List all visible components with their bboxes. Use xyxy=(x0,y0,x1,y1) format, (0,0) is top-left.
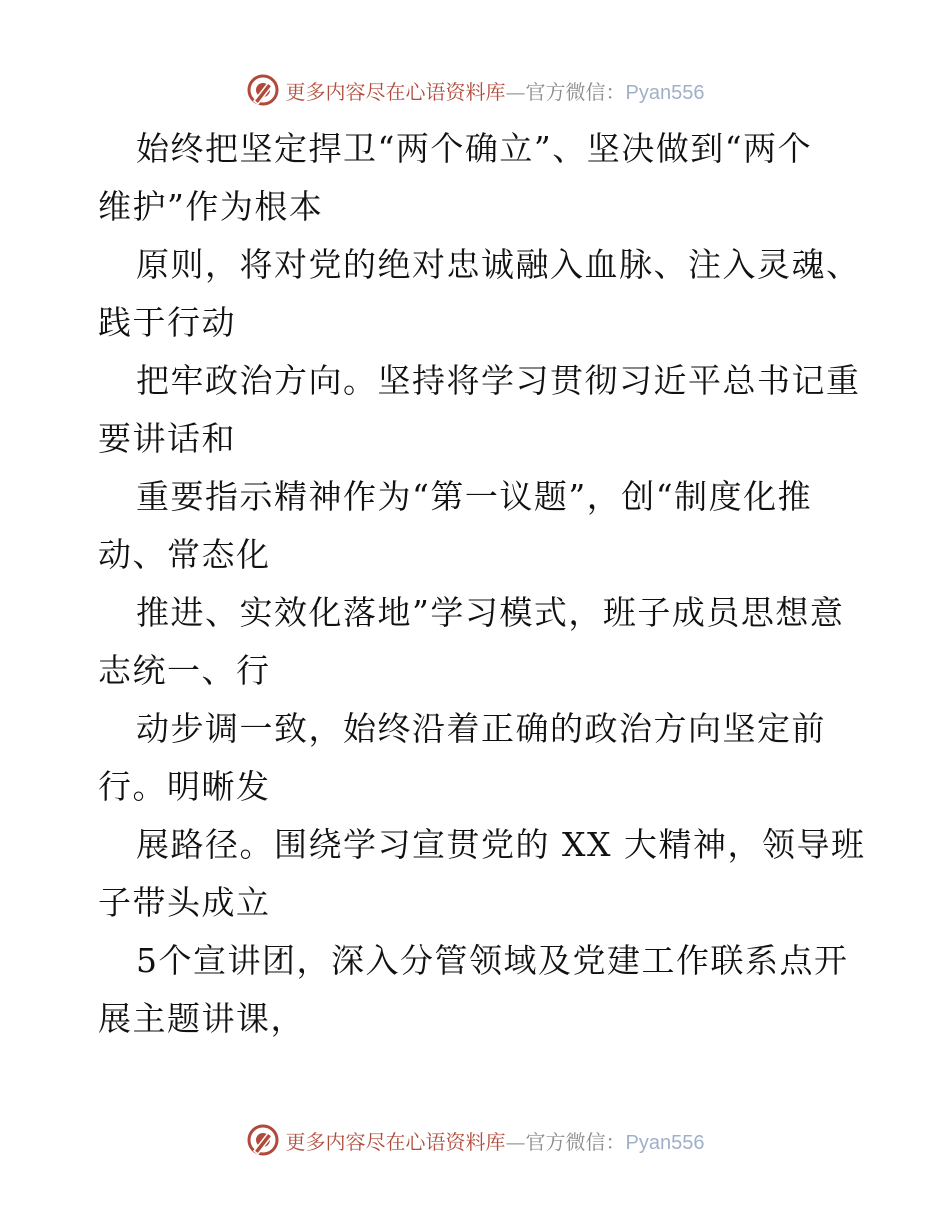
paragraph-line: 原则，将对党的绝对忠诚融入血脉、注入灵魂、 xyxy=(136,245,861,284)
paragraph xyxy=(98,700,858,816)
watermark-brand: 更多内容尽在心语资料库 xyxy=(285,1129,506,1154)
watermark-label: 官方微信： xyxy=(525,79,626,104)
header-watermark xyxy=(0,70,950,110)
paragraph-line: 5个宣讲团，深入分管领域及党建工作联系点开 xyxy=(136,941,849,980)
paragraph-line: 推进、实效化落地”学习模式，班子成员思想意 xyxy=(136,593,845,632)
document-body xyxy=(98,120,866,1048)
paragraph-line: 动、常态化 xyxy=(98,535,271,574)
paragraph-line: 志统一、行 xyxy=(98,651,271,690)
paragraph-line: 要讲话和 xyxy=(98,419,236,458)
paragraph-line: 子带头成立 xyxy=(98,883,271,922)
paragraph-line: 践于行动 xyxy=(98,303,236,342)
footer-watermark xyxy=(0,1120,950,1160)
watermark-account: Pyan556 xyxy=(625,81,705,104)
pen-circle-logo-icon xyxy=(246,1123,280,1157)
paragraph xyxy=(98,816,866,932)
paragraph-line: 把牢政治方向。坚持将学习贯彻习近平总书记重 xyxy=(136,361,861,400)
paragraph xyxy=(98,120,858,236)
watermark-text xyxy=(286,1126,705,1155)
watermark-account: Pyan556 xyxy=(625,1131,705,1154)
watermark-separator: — xyxy=(505,1129,526,1154)
paragraph xyxy=(98,352,861,468)
paragraph-line: 动步调一致，始终沿着正确的政治方向坚定前 xyxy=(136,709,826,748)
watermark-brand: 更多内容尽在心语资料库 xyxy=(285,79,506,104)
paragraph xyxy=(98,236,861,352)
watermark-separator: — xyxy=(505,79,526,104)
paragraph-line: 展路径。围绕学习宣贯党的 XX 大精神，领导班 xyxy=(136,825,866,864)
paragraph-line: 始终把坚定捍卫“两个确立”、坚决做到“两个 xyxy=(136,129,813,168)
paragraph-line: 重要指示精神作为“第一议题”，创“制度化推 xyxy=(136,477,813,516)
paragraph xyxy=(98,932,858,1048)
paragraph-line: 展主题讲课， xyxy=(98,999,305,1038)
paragraph xyxy=(98,468,858,584)
paragraph-line: 维护”作为根本 xyxy=(98,187,324,226)
paragraph xyxy=(98,584,858,700)
paragraph-line: 行。明晰发 xyxy=(98,767,271,806)
watermark-text xyxy=(286,76,705,105)
pen-circle-logo-icon xyxy=(246,73,280,107)
watermark-label: 官方微信： xyxy=(525,1129,626,1154)
